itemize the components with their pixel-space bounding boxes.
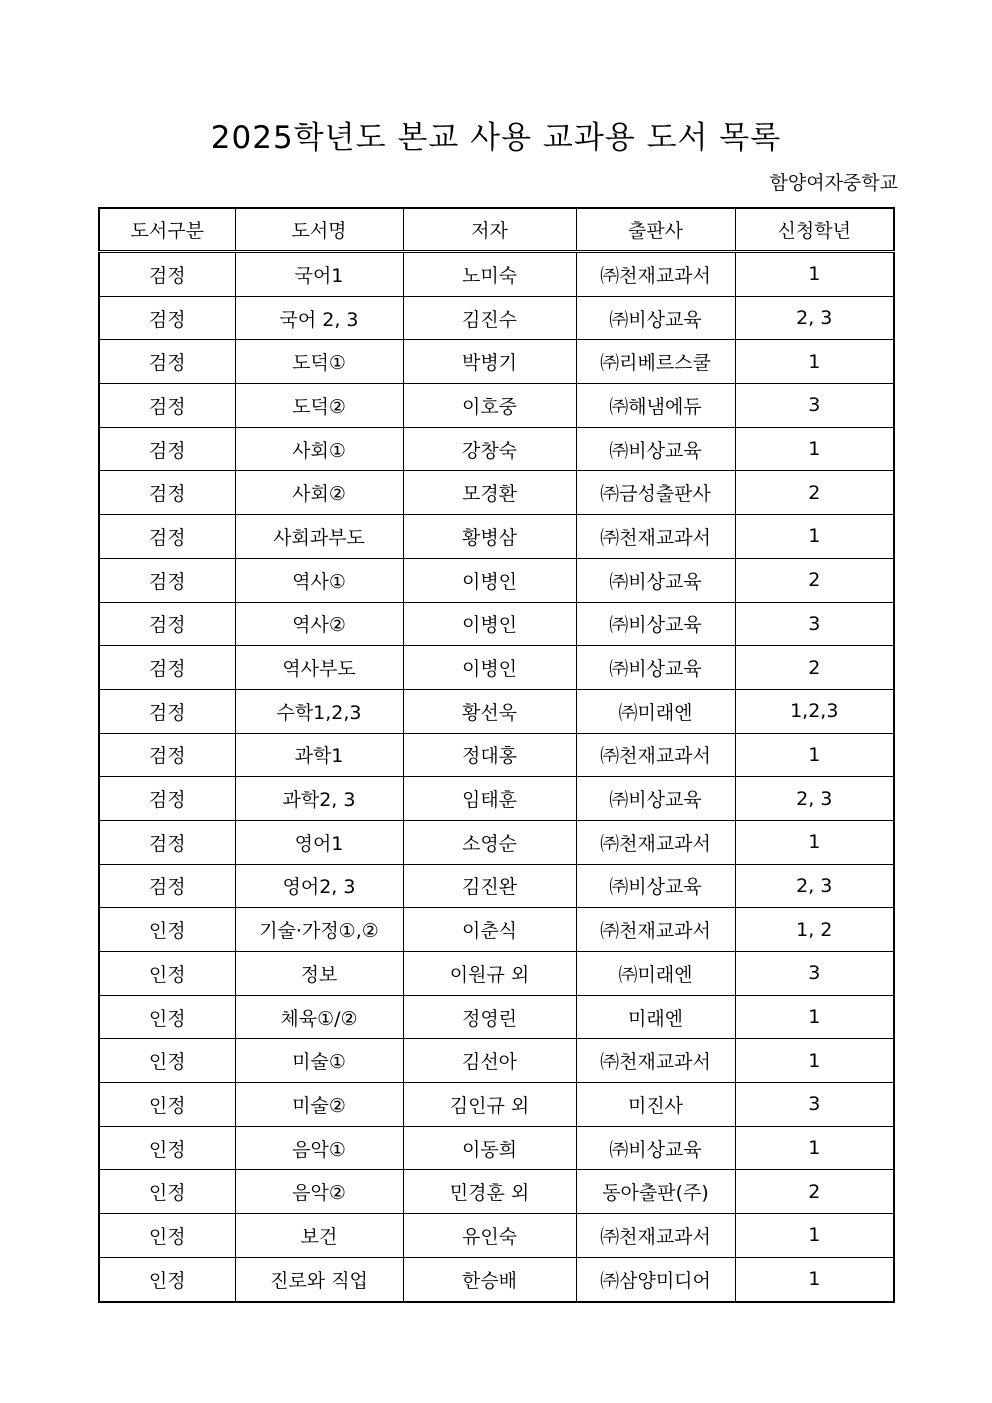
author-cell: 김선아 — [403, 1039, 576, 1083]
author-cell: 소영순 — [403, 820, 576, 864]
author-cell: 정대홍 — [403, 733, 576, 777]
grade-cell: 1 — [735, 1039, 894, 1083]
book-name-cell: 보건 — [235, 1214, 403, 1258]
publisher-cell: ㈜비상교육 — [576, 558, 735, 602]
table-row — [99, 908, 894, 952]
book-name-cell: 역사② — [235, 602, 403, 646]
table-row — [99, 733, 894, 777]
category-cell: 검정 — [99, 733, 235, 777]
grade-cell: 2, 3 — [735, 296, 894, 340]
grade-cell: 1 — [735, 1126, 894, 1170]
table-row — [99, 602, 894, 646]
category-cell: 인정 — [99, 1126, 235, 1170]
grade-cell: 1 — [735, 820, 894, 864]
publisher-cell: ㈜비상교육 — [576, 864, 735, 908]
author-cell: 이동희 — [403, 1126, 576, 1170]
author-cell: 이원규 외 — [403, 952, 576, 996]
table-row — [99, 952, 894, 996]
book-name-cell: 사회① — [235, 427, 403, 471]
school-name: 함양여자중학교 — [769, 172, 898, 194]
table-row — [99, 995, 894, 1039]
book-name-cell: 과학1 — [235, 733, 403, 777]
table-row — [99, 296, 894, 340]
header-row — [99, 208, 894, 252]
publisher-cell: ㈜천재교과서 — [576, 252, 735, 297]
category-cell: 검정 — [99, 515, 235, 559]
publisher-cell: 미진사 — [576, 1083, 735, 1127]
header-grade: 신청학년 — [735, 208, 894, 252]
grade-cell: 1 — [735, 340, 894, 384]
author-cell: 김진완 — [403, 864, 576, 908]
category-cell: 검정 — [99, 820, 235, 864]
author-cell: 노미숙 — [403, 252, 576, 297]
table-row — [99, 864, 894, 908]
category-cell: 인정 — [99, 1039, 235, 1083]
grade-cell: 1 — [735, 1214, 894, 1258]
book-name-cell: 역사부도 — [235, 646, 403, 690]
category-cell: 인정 — [99, 908, 235, 952]
category-cell: 인정 — [99, 1083, 235, 1127]
table-row — [99, 252, 894, 297]
book-name-cell: 정보 — [235, 952, 403, 996]
publisher-cell: ㈜금성출판사 — [576, 471, 735, 515]
table-row — [99, 1214, 894, 1258]
book-name-cell: 미술① — [235, 1039, 403, 1083]
book-name-cell: 수학1,2,3 — [235, 689, 403, 733]
category-cell: 검정 — [99, 558, 235, 602]
publisher-cell: ㈜미래엔 — [576, 952, 735, 996]
publisher-cell: ㈜미래엔 — [576, 689, 735, 733]
book-name-cell: 국어 2, 3 — [235, 296, 403, 340]
book-name-cell: 진로와 직업 — [235, 1257, 403, 1301]
table-row — [99, 820, 894, 864]
publisher-cell: ㈜비상교육 — [576, 646, 735, 690]
publisher-cell: 동아출판(주) — [576, 1170, 735, 1214]
book-name-cell: 과학2, 3 — [235, 777, 403, 821]
publisher-cell: ㈜비상교육 — [576, 296, 735, 340]
category-cell: 검정 — [99, 252, 235, 297]
author-cell: 임태훈 — [403, 777, 576, 821]
publisher-cell: 미래엔 — [576, 995, 735, 1039]
author-cell: 이병인 — [403, 646, 576, 690]
author-cell: 유인숙 — [403, 1214, 576, 1258]
header-publisher: 출판사 — [576, 208, 735, 252]
grade-cell: 2 — [735, 471, 894, 515]
author-cell: 이병인 — [403, 602, 576, 646]
publisher-cell: ㈜천재교과서 — [576, 1214, 735, 1258]
category-cell: 인정 — [99, 995, 235, 1039]
publisher-cell: ㈜리베르스쿨 — [576, 340, 735, 384]
grade-cell: 1, 2 — [735, 908, 894, 952]
grade-cell: 1 — [735, 995, 894, 1039]
header-category: 도서구분 — [99, 208, 235, 252]
book-name-cell: 사회과부도 — [235, 515, 403, 559]
document-title: 2025학년도 본교 사용 교과용 도서 목록 — [210, 120, 782, 156]
grade-cell: 1 — [735, 515, 894, 559]
author-cell: 이춘식 — [403, 908, 576, 952]
book-name-cell: 기술·가정①,② — [235, 908, 403, 952]
header-book-name: 도서명 — [235, 208, 403, 252]
table-row — [99, 427, 894, 471]
publisher-cell: ㈜비상교육 — [576, 777, 735, 821]
grade-cell: 1 — [735, 1257, 894, 1301]
table-row — [99, 340, 894, 384]
publisher-cell: ㈜해냄에듀 — [576, 384, 735, 428]
author-cell: 한승배 — [403, 1257, 576, 1301]
author-cell: 박병기 — [403, 340, 576, 384]
author-cell: 강창숙 — [403, 427, 576, 471]
grade-cell: 2, 3 — [735, 777, 894, 821]
author-cell: 황병삼 — [403, 515, 576, 559]
book-name-cell: 역사① — [235, 558, 403, 602]
table-row — [99, 646, 894, 690]
category-cell: 인정 — [99, 1214, 235, 1258]
publisher-cell: ㈜삼양미디어 — [576, 1257, 735, 1301]
publisher-cell: ㈜비상교육 — [576, 427, 735, 471]
table-row — [99, 1083, 894, 1127]
author-cell: 정영린 — [403, 995, 576, 1039]
table-row — [99, 1039, 894, 1083]
category-cell: 인정 — [99, 1257, 235, 1301]
author-cell: 김인규 외 — [403, 1083, 576, 1127]
book-name-cell: 국어1 — [235, 252, 403, 297]
category-cell: 인정 — [99, 1170, 235, 1214]
author-cell: 이병인 — [403, 558, 576, 602]
grade-cell: 3 — [735, 602, 894, 646]
grade-cell: 1 — [735, 427, 894, 471]
book-name-cell: 도덕① — [235, 340, 403, 384]
grade-cell: 2 — [735, 558, 894, 602]
category-cell: 인정 — [99, 952, 235, 996]
grade-cell: 2 — [735, 1170, 894, 1214]
publisher-cell: ㈜천재교과서 — [576, 908, 735, 952]
table-row — [99, 1170, 894, 1214]
category-cell: 검정 — [99, 471, 235, 515]
author-cell: 이호중 — [403, 384, 576, 428]
category-cell: 검정 — [99, 777, 235, 821]
grade-cell: 3 — [735, 1083, 894, 1127]
publisher-cell: ㈜천재교과서 — [576, 820, 735, 864]
category-cell: 검정 — [99, 864, 235, 908]
grade-cell: 2 — [735, 646, 894, 690]
book-name-cell: 도덕② — [235, 384, 403, 428]
publisher-cell: ㈜비상교육 — [576, 1126, 735, 1170]
book-name-cell: 영어1 — [235, 820, 403, 864]
author-cell: 황선욱 — [403, 689, 576, 733]
grade-cell: 1,2,3 — [735, 689, 894, 733]
book-name-cell: 음악② — [235, 1170, 403, 1214]
publisher-cell: ㈜천재교과서 — [576, 733, 735, 777]
publisher-cell: ㈜천재교과서 — [576, 515, 735, 559]
book-name-cell: 사회② — [235, 471, 403, 515]
book-name-cell: 영어2, 3 — [235, 864, 403, 908]
publisher-cell: ㈜비상교육 — [576, 602, 735, 646]
book-name-cell: 체육①/② — [235, 995, 403, 1039]
table-row — [99, 471, 894, 515]
category-cell: 검정 — [99, 646, 235, 690]
grade-cell: 1 — [735, 733, 894, 777]
author-cell: 민경훈 외 — [403, 1170, 576, 1214]
author-cell: 김진수 — [403, 296, 576, 340]
table-row — [99, 384, 894, 428]
book-name-cell: 음악① — [235, 1126, 403, 1170]
publisher-cell: ㈜천재교과서 — [576, 1039, 735, 1083]
grade-cell: 1 — [735, 252, 894, 297]
header-author: 저자 — [403, 208, 576, 252]
book-name-cell: 미술② — [235, 1083, 403, 1127]
table-row — [99, 515, 894, 559]
table-row — [99, 777, 894, 821]
category-cell: 검정 — [99, 427, 235, 471]
category-cell: 검정 — [99, 689, 235, 733]
textbook-table — [98, 207, 895, 1303]
table-row — [99, 558, 894, 602]
grade-cell: 3 — [735, 952, 894, 996]
table-row — [99, 1257, 894, 1301]
table-row — [99, 1126, 894, 1170]
grade-cell: 3 — [735, 384, 894, 428]
category-cell: 검정 — [99, 384, 235, 428]
category-cell: 검정 — [99, 602, 235, 646]
author-cell: 모경환 — [403, 471, 576, 515]
grade-cell: 2, 3 — [735, 864, 894, 908]
table-row — [99, 689, 894, 733]
category-cell: 검정 — [99, 296, 235, 340]
category-cell: 검정 — [99, 340, 235, 384]
